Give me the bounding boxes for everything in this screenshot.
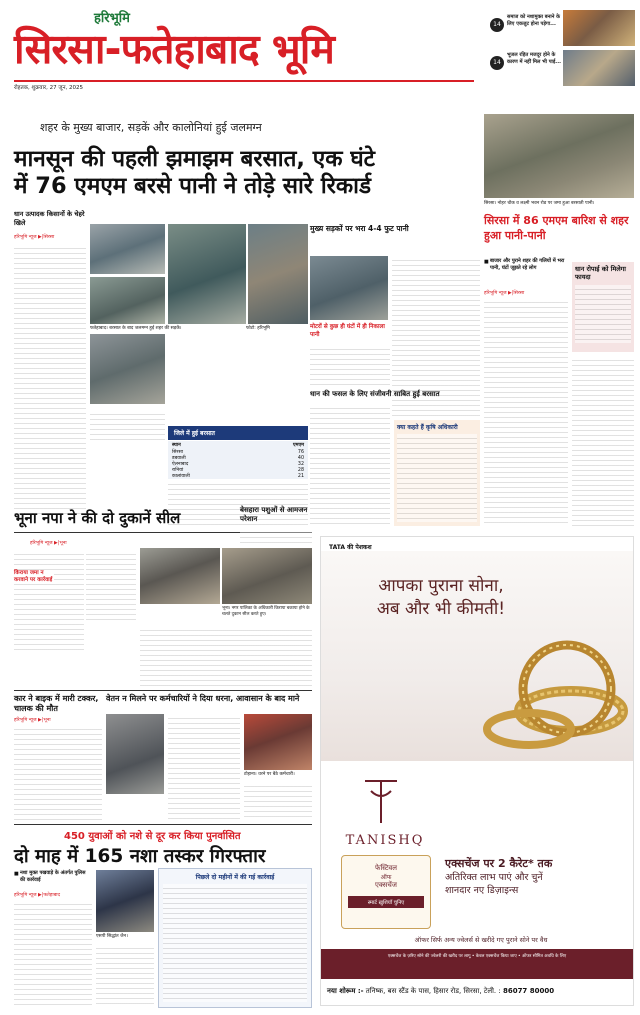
brand-logo-small: हरिभूमि <box>94 11 130 26</box>
store-address: तनिष्क, बस स्टैंड के पास, हिसार रोड, सिरसा, टेली. : <box>365 987 501 995</box>
animals-headline: बेसहारा पशुओं से आमजन परेशान <box>240 506 308 524</box>
tanishq-logo-text: TANISHQ <box>345 833 425 848</box>
protest-headline: वेतन न मिलने पर कर्मचारियों ने दिया धरना, आवासान के बाद माने <box>106 694 300 703</box>
drug-stats-box <box>158 868 312 1008</box>
stats-box-title: पिछले दो महीनों में की गई कार्रवाई <box>195 874 275 881</box>
masthead-title: सिरसा-फतेहाबाद भूमि <box>14 25 334 73</box>
body-text <box>240 528 312 546</box>
sp-photo-caption: एसपी सिद्धांत जैन। <box>96 934 128 939</box>
ad-hero <box>321 551 633 761</box>
ad-terms: ऑफर सिर्फ अन्य ज्वेलर्स से खरीदे गए पुराने सोने पर वैध <box>414 936 548 944</box>
paddy-box-title: धान रोपाई को मिलेगा फायदा <box>575 265 626 282</box>
body-text <box>14 900 92 1008</box>
teaser-photo-1 <box>563 10 635 46</box>
festival-badge <box>341 855 431 929</box>
drug-headline: दो माह में 165 नशा तस्कर गिरफ्तार <box>14 846 266 867</box>
store-phone[interactable]: 86077 80000 <box>502 987 555 995</box>
shop-photo-1 <box>140 548 220 604</box>
offer-line-3: शानदार नए डिज़ाइन्स <box>445 884 519 896</box>
right-col-photo-caption: सिरसा। नोहर चौक व लक्ष्मी भवन रोड पर जमा हुआ बरसाती पानी। <box>484 201 595 206</box>
table-header-cell: स्थान <box>172 443 181 448</box>
section-divider <box>14 690 312 691</box>
badge-footer: स्मार्ट ख़ुशियाँ चुनिए <box>348 896 424 908</box>
shop-pullquote: किराया जमा न करवाने पर कार्रवाई <box>14 570 53 584</box>
body-text <box>572 356 634 526</box>
ad-tagline-line-1: आपका पुराना सोना, <box>378 576 504 596</box>
badge-line-2: ऑफ <box>380 874 392 881</box>
table-cell: सिरसा <box>172 450 183 455</box>
lead-headline-line-2: में 76 एमएम बरसे पानी ने तोड़े सारे रिकार्ड <box>14 173 372 199</box>
photo-credit: फोटो: हरिभूमि <box>246 326 270 331</box>
lead-headline <box>14 146 484 200</box>
lead-box-head <box>310 224 480 254</box>
lead-photo-5 <box>90 334 165 404</box>
badge-line-1: फेस्टिवल <box>374 864 398 872</box>
body-text <box>310 404 390 526</box>
lead-headline-line-1: मानसून की पहली झमाझम बरसात, एक घंटे <box>14 146 375 172</box>
bullet-text: नशा मुक्त पखवाड़े के अंतर्गत पुलिस की कार्रवाई <box>20 870 86 883</box>
lead-kicker: शहर के मुख्य बाजार, सड़कें और कालोनियां हुई जलमग्न <box>40 121 262 134</box>
table-cell: कालांवाली <box>172 474 190 479</box>
bangles-icon <box>471 611 631 761</box>
teaser-page-badge: 14 <box>490 56 504 70</box>
table-cell: 40 <box>297 455 304 461</box>
body-text <box>484 298 568 526</box>
byline: हरिभूमि न्यूज ▶|सिरसा <box>14 234 55 240</box>
teaser-text: भूजल रहित मजदूर होने के कारण में नहीं मिल भी पाई... <box>507 52 561 65</box>
expert-box <box>394 420 480 526</box>
section-divider <box>14 824 312 825</box>
body-text <box>86 550 136 620</box>
byline: हरिभूमि न्यूज ▶|सिरसा <box>484 291 525 296</box>
body-text <box>244 782 312 820</box>
badge-line-3: एक्सचेंज <box>374 881 397 889</box>
body-text <box>575 285 631 343</box>
box-title: मुख्य सड़कों पर भरा 4-4 फुट पानी <box>310 224 409 233</box>
body-text <box>310 345 390 385</box>
shop-headline: भूना नपा ने की दो दुकानें सील <box>14 509 181 527</box>
lead-photo-1 <box>90 224 165 274</box>
ad-brand-top: TATA की पेशकश <box>329 544 372 551</box>
bullet-text: बाजार और पुराने शहर की गलियों में भरा पानी, घंटों जूझते रहे लोग <box>490 258 565 271</box>
masthead-rule <box>14 80 474 82</box>
teaser-photo-2 <box>563 50 635 86</box>
right-col-headline: सिरसा में 86 एमएम बारिश से शहर हुआ पानी-पानी <box>484 214 629 242</box>
byline: हरिभूमि न्यूज ▶|भूना <box>30 541 67 546</box>
teaser-text: समाज को नशामुक्त बनाने के लिए एकजुट होना पड़ेगा... <box>507 14 561 27</box>
masthead <box>14 8 374 88</box>
drug-kicker: 450 युवाओं को नशे से दूर कर किया पुनर्वासित <box>64 831 241 842</box>
table-header <box>168 441 308 449</box>
side-kicker: धान उत्पादक किसानों के चेहरे खिले <box>14 210 85 227</box>
body-text <box>14 725 102 820</box>
store-label: नया शोरूम :- <box>327 987 364 995</box>
right-col-photo <box>484 114 634 198</box>
lead-photo-4 <box>90 277 165 324</box>
table-cell: डबवाली <box>172 456 186 461</box>
body-text <box>397 434 477 522</box>
rain-inset-title: जिले में हुई बरसात <box>168 426 308 440</box>
tanishq-ad[interactable] <box>320 536 634 1006</box>
body-text <box>14 550 84 650</box>
teaser-page-badge: 14 <box>490 18 504 32</box>
rain-table <box>168 441 308 479</box>
photo-caption-2: मोटरों से कुछ ही घंटों में ही निकाला पानी <box>310 324 385 338</box>
bullet-icon: ■ <box>14 871 19 877</box>
lead-photo-3 <box>248 224 308 324</box>
shop-photo-2 <box>222 548 312 604</box>
teaser-1[interactable] <box>490 12 560 44</box>
table-header-cell: एमएम <box>292 443 304 448</box>
ad-offer <box>445 857 629 897</box>
photo-caption-1: फतेहाबाद। बरसात के बाद जलमग्न हुई शहर की सड़कें। <box>90 326 182 331</box>
table-row <box>168 473 308 479</box>
table-cell: 76 <box>297 449 304 455</box>
drug-bullet <box>14 870 92 884</box>
paddy-box <box>572 262 634 352</box>
protest-photo-2 <box>244 714 312 770</box>
protest-photo-caption: टोहाना। धरने पर बैठे कर्मचारी। <box>244 772 295 777</box>
protest-photo-1 <box>106 714 164 794</box>
lead-photo-2 <box>168 224 246 324</box>
right-col-bullet <box>484 258 568 272</box>
body-text <box>90 410 165 440</box>
tanishq-logo-icon <box>361 777 401 827</box>
shop-photo-caption: भूना। नगर पालिका के अधिकारी किराया बकाया होने के चलते दुकान सील करते हुए। <box>222 606 310 617</box>
bullet-icon: ■ <box>484 259 489 265</box>
byline: हरिभूमि न्यूज ▶|भूना <box>14 718 51 723</box>
table-cell: ऐलनाबाद <box>172 462 189 467</box>
body-text <box>96 944 154 1008</box>
body-text <box>163 884 307 1002</box>
table-cell: 32 <box>297 461 304 467</box>
ad-store-line <box>327 987 631 996</box>
table-cell: 28 <box>297 467 304 473</box>
dateline: रोहतक, शुक्रवार, 27 जून, 2025 <box>14 85 84 91</box>
byline: हरिभूमि न्यूज ▶|फतेहाबाद <box>14 893 61 898</box>
accident-headline: कार ने बाइक में मारी टक्कर, चालक की मौत <box>14 694 99 714</box>
ad-tagline-line-2: अब और भी कीमती! <box>376 598 506 619</box>
ad-footnote: एक्सचेंज के ज़रिए सोने की ज्वेलरी की खरीद पर लागू • केवल एक्सचेंज किया जाए • ऑफर सीमित अवधि के लिए <box>321 949 633 979</box>
body-text <box>14 244 86 514</box>
table-cell: रानियां <box>172 468 184 473</box>
sp-photo <box>96 870 154 932</box>
teaser-2[interactable] <box>490 50 560 82</box>
offer-line-2: अतिरिक्त लाभ पाएं और चुनें <box>445 871 543 883</box>
lead-photo-6 <box>310 256 388 320</box>
body-text <box>140 626 312 686</box>
offer-line-1: एक्सचेंज पर 2 कैरेट* तक <box>445 857 553 870</box>
lead-side-col <box>14 210 86 514</box>
teaser-block <box>490 8 635 88</box>
body-text <box>168 714 240 820</box>
table-cell: 21 <box>297 473 304 479</box>
expert-box-title: क्या कहते हैं कृषि अधिकारी <box>397 424 458 431</box>
dhan-headline: धान की फसल के लिए संजीवनी साबित हुई बरसात <box>310 390 440 398</box>
